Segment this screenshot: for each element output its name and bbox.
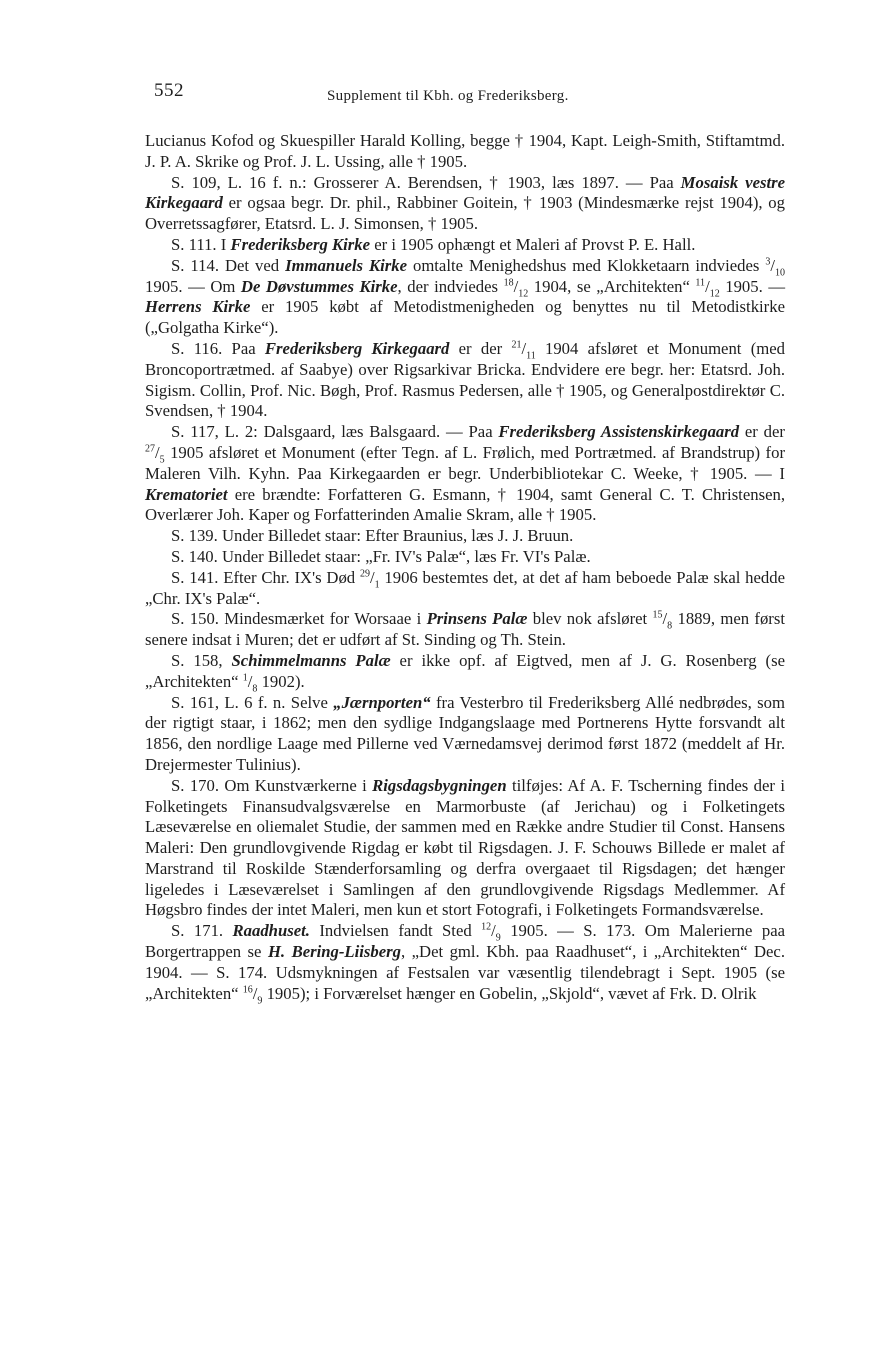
text-run: ere brændte: Forfatteren G. Esmann, † 1904, samt General C. T. Christensen, Overlærer Joh. Kaper og Forfatterinden Amalie Skram, alle † 1905. [145, 484, 785, 525]
text-run: S. 150. Mindesmærket for Worsaae i [171, 609, 427, 629]
text-run: S. 161, L. 6 f. n. Selve [171, 692, 334, 712]
text-run: 1905 afsløret et Monument (efter Tegn. af L. Frølich, med Portrætmed. af Brandstrup) for Maleren Vilh. Kyhn. Paa Kirkegaarden er begr. Underbibliotekar C. Weeke, † 1905. — I [145, 442, 785, 483]
text-run: , der indviedes [397, 276, 504, 296]
text-run: 1905. — [719, 276, 786, 296]
date-month: 9 [257, 995, 263, 1006]
paragraph: S. 117, L. 2: Dalsgaard, læs Balsgaard. — Paa Frederiksberg Assistenskirkegaard er der $^{27}/_5$ 1905 afsløret et Monument (efter Tegn. af L. Frølich, med Portrætmed. af Brandstrup) for Maleren Vilh. Kyhn. Paa Kirkegaarden er begr. Underbibliotekar C. Weeke, † 1905. — I Krematoriet ere brændte: Forfatteren G. Esmann, † 1904, samt General C. T. Christensen, Overlærer Joh. Kaper og Forfatterinden Amalie Skram, alle † 1905. [145, 422, 785, 525]
date-day: 1 [242, 672, 248, 684]
emphasized-name: Immanuels Kirke [285, 255, 407, 275]
text-run: 1905. — Om [145, 276, 241, 296]
text-run: fra Vesterbro til Frederiksberg Allé nedbrødes, som der rigtigt staar, i 1862; men den sydlige Indgangslaage med Portnerens Hytte forsvandt alt 1856, den nordlige Laage med Pillerne ved Værnedamsvej derimod først 1872 (meddelt af Hr. Drejermester Tulinius). [145, 692, 785, 774]
date-day: 3 [765, 256, 771, 268]
text-run: er i 1905 ophængt et Maleri af Provst P. E. Hall. [370, 234, 696, 254]
date-day: 29 [359, 568, 370, 580]
date-day: 21 [511, 339, 522, 351]
text-run: blev nok afsløret [527, 609, 653, 629]
paragraph [145, 776, 785, 922]
date-month: 9 [495, 932, 501, 944]
text-run: S. 117, L. 2: Dalsgaard, læs Balsgaard. — Paa [171, 422, 499, 442]
date-day: 15 [652, 609, 663, 621]
date-day: 11 [695, 277, 706, 289]
text-run: Indvielsen fandt Sted [309, 921, 482, 941]
paragraph: S. 171. Raadhuset. Indvielsen fandt Sted $^{12}/_9$ 1905. — S. 173. Om Malerierne paa Borgertrappen se H. Bering-Liisberg, „Det gml. Kbh. paa Raadhuset“, i „Architekten“ Dec. 1904. — S. 174. Udsmykningen af Festsalen var væsentlig tilendebragt i Sept. 1905 (se „Architekten“ $^{16}/_9$ 1905); i Forværelset hænger en Gobelin, „Skjold“, vævet af Frk. D. Olrik [145, 921, 786, 1006]
text-run: er der [449, 338, 512, 358]
text-run: S. 114. Det ved [171, 255, 286, 275]
paragraph: Lucianus Kofod og Skuespiller Harald Kolling, begge † 1904, Kapt. Leigh-Smith, Stiftamtmd. J. P. A. Skrike og Prof. J. L. Ussing, alle † 1905. [145, 131, 785, 171]
date-month: 8 [252, 683, 258, 695]
text-run: S. 111. I [171, 234, 231, 254]
emphasized-name: Schimmelmanns Palæ [231, 650, 391, 670]
date-day: 18 [503, 277, 514, 289]
text-run: er der [739, 422, 785, 442]
emphasized-name: De Døvstummes Kirke [240, 276, 398, 296]
date-month: 10 [775, 267, 785, 279]
emphasized-name: Raadhuset. [232, 921, 310, 941]
text-run: S. 171. [171, 921, 233, 941]
emphasized-name: Krematoriet [145, 484, 228, 504]
text-run: S. 158, [171, 650, 232, 670]
text-run: , „Det gml. Kbh. paa Raadhuset“, i „Architekten“ Dec. 1904. — S. 174. Udsmykningen af Festsalen var væsentlig tilendebragt i Sept. 1905 (se „Architekten“ [145, 942, 785, 1003]
emphasized-name: Mosaisk vestre Kirkegaard [145, 172, 786, 213]
date-month: 1 [374, 579, 380, 591]
text-run: 1902). [257, 671, 305, 691]
text-run: 1904 afsløret et Monument (med Broncoportrætmed. af Saabye) over Rigsarkivar Bricka. Endvidere ere begr. her: Etatsrd. Joh. Sigism. Collin, Prof. Nic. Bøgh, Prof. Rasmus Pedersen, alle † 1905, og Generalpostdirektør C. Svendsen, † 1904. [145, 338, 785, 421]
text-run: tilføjes: Af A. F. Tscherning findes der i Folketingets Finansudvalgsværelse en Marmorbuste (af Jerichau) og i Folketingets Læseværelse en oliemalet Studie, der sammen med en Række andre Studier til Const. Hansens Maleri: Den grundlovgivende Rigdag er købt til Rigsdagen. J. F. Schouws Billede er malet af Marstrand til Roskilde Stænderforsamling og derfra overgaaet til Rigsdagen; det hænger ligeledes i Læseværelset i Samlingen af den grundlovgivende Rigsdags Medlemmer. Af Høgsbro findes der intet Maleri, men kun et stort Fotografi, i Folketingets Formandsværelse. [145, 775, 785, 920]
text-run: S. 116. Paa [171, 338, 265, 358]
text-run: S. 109, L. 16 f. n.: Grosserer A. Berendsen, † 1903, læs 1897. — Paa [171, 172, 681, 192]
running-title: Supplement til Kbh. og Frederiksberg. [327, 88, 569, 104]
date-month: 12 [518, 287, 529, 299]
paragraph [145, 235, 785, 256]
paragraph: S. 140. Under Billedet staar: „Fr. IV's Palæ“, læs Fr. VI's Palæ. [171, 546, 591, 566]
paragraph: S. 150. Mindesmærket for Worsaae i Prinsens Palæ blev nok afsløret $^{15}/_8$ 1889, men først senere indsat i Muren; det er udført af St. Sinding og Th. Stein. [145, 609, 785, 650]
date-month: 11 [526, 350, 536, 362]
text-run: er 1905 købt af Metodistmenigheden og benyttes nu til Metodistkirke („Golgatha Kirke“). [145, 297, 785, 338]
text-run: S. 170. Om Kunstværkerne i [171, 775, 373, 795]
text-run: S. 141. Efter Chr. IX's Død [171, 567, 360, 587]
paragraph [145, 693, 785, 776]
date-month: 12 [709, 287, 720, 299]
text-run: 1889, men først senere indsat i Muren; det er udført af St. Sinding og Th. Stein. [145, 609, 785, 650]
text-run: er ogsaa begr. Dr. phil., Rabbiner Goitein, † 1903 (Mindesmærke rejst 1904), og Overretssagfører, Etatsrd. L. J. Simonsen, † 1905. [145, 193, 785, 234]
emphasized-name: Prinsens Palæ [426, 609, 528, 629]
text-run: 1905. — S. 173. Om Malerierne paa Borgertrappen se [145, 921, 786, 962]
emphasized-name: Frederiksberg Assistenskirkegaard [498, 422, 740, 442]
paragraph: S. 116. Paa Frederiksberg Kirkegaard er der $^{21}/_{11}$ 1904 afsløret et Monument (med Broncoportrætmed. af Saabye) over Rigsarkivar Bricka. Endvidere ere begr. her: Etatsrd. Joh. Sigism. Collin, Prof. Nic. Bøgh, Prof. Rasmus Pedersen, alle † 1905, og Generalpostdirektør C. Svendsen, † 1904. [145, 338, 785, 421]
emphasized-name: Rigsdagsbygningen [372, 775, 507, 795]
text-run: er ikke opf. af Eigtved, men af J. G. Rosenberg (se „Architekten“ [145, 650, 786, 691]
text-run: 1904, se „Architekten“ [528, 276, 696, 296]
date-day: 16 [242, 984, 253, 996]
paragraph: S. 158, Schimmelmanns Palæ er ikke opf. af Eigtved, men af J. G. Rosenberg (se „Architekten“ $^1/_8$ 1902). [145, 650, 786, 695]
page-number: 552 [154, 80, 184, 101]
text-run: 1906 bestemtes det, at det af ham beboede Palæ skal hedde „Chr. IX's Palæ“. [145, 567, 786, 608]
date-month: 5 [159, 454, 165, 466]
paragraph: S. 114. Det ved Immanuels Kirke omtalte Menighedshus med Klokketaarn indviedes $^3/_{10}$ 1905. — Om De Døvstummes Kirke, der indviedes $^{18}/_{12}$ 1904, se „Architekten“ $^{11}/_{12}$ 1905. — Herrens Kirke er 1905 købt af Metodistmenigheden og benyttes nu til Metodistkirke („Golgatha Kirke“). [145, 255, 786, 338]
paragraph: S. 141. Efter Chr. IX's Død $^{29}/_1$ 1906 bestemtes det, at det af ham beboede Palæ skal hedde „Chr. IX's Palæ“. [145, 567, 786, 608]
emphasized-name: Herrens Kirke [145, 297, 251, 317]
paragraph: S. 139. Under Billedet staar: Efter Braunius, læs J. J. Bruun. [171, 526, 574, 546]
date-month: 8 [667, 620, 673, 632]
body-text [145, 131, 785, 1004]
emphasized-name: H. Bering-Liisberg [267, 942, 401, 962]
text-run: 1905); i Forværelset hænger en Gobelin, „Skjold“, vævet af Frk. D. Olrik [262, 983, 757, 1003]
date-day: 12 [481, 921, 492, 933]
paragraph [145, 173, 785, 235]
emphasized-name: Frederiksberg Kirkegaard [264, 338, 450, 358]
date-day: 27 [145, 443, 155, 455]
text-run: omtalte Menighedshus med Klokketaarn indviedes [407, 255, 766, 275]
emphasized-name: Frederiksberg Kirke [230, 234, 371, 254]
emphasized-name: „Jærnporten“ [333, 692, 431, 712]
